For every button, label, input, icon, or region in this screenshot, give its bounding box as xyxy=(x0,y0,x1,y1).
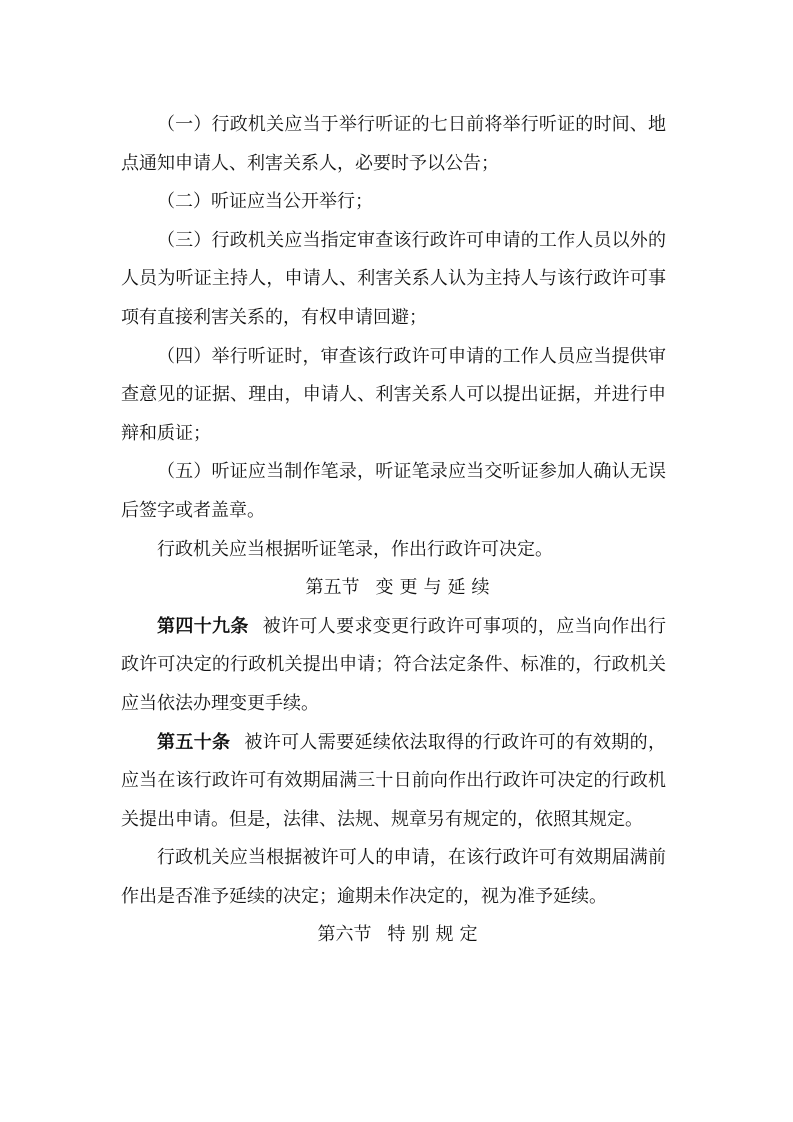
section-heading-6 xyxy=(121,916,666,955)
section-title: 特别规定 xyxy=(387,924,484,946)
hearing-decision-paragraph: 行政机关应当根据听证笔录，作出行政许可决定。 xyxy=(157,538,553,560)
section-title: 变更与延续 xyxy=(375,577,496,599)
article-number: 第五十条 xyxy=(157,731,231,753)
article-text: 被许可人要求变更行政许可事项的，应当向作出行政许可决定的行政机关提出申请；符合法定条件、标准的，行政机关应当依法办理变更手续。 xyxy=(121,615,667,714)
article-49 xyxy=(121,608,666,724)
article-50-paragraph-2: 行政机关应当根据被许可人的申请，在该行政许可有效期届满前作出是否准予延续的决定；逾期未作决定的，视为准予延续。 xyxy=(121,847,666,907)
document-body xyxy=(121,106,666,955)
article-50 xyxy=(121,724,666,840)
clause-4: （四）举行听证时，审查该行政许可申请的工作人员应当提供审查意见的证据、理由，申请人、利害关系人可以提出证据，并进行申辩和质证； xyxy=(121,345,666,444)
clause-5: （五）听证应当制作笔录，听证笔录应当交听证参加人确认无误后签字或者盖章。 xyxy=(121,461,666,521)
clause-1: （一）行政机关应当于举行听证的七日前将举行听证的时间、地点通知申请人、利害关系人，必要时予以公告； xyxy=(121,114,666,174)
clause-2: （二）听证应当公开举行； xyxy=(157,191,373,213)
article-text: 被许可人需要延续依法取得的行政许可的有效期的，应当在该行政许可有效期届满三十日前向作出行政许可决定的行政机关提出申请。但是，法律、法规、规章另有规定的，依照其规定。 xyxy=(121,731,667,830)
clause-3: （三）行政机关应当指定审查该行政许可申请的工作人员以外的人员为听证主持人，申请人、利害关系人认为主持人与该行政许可事项有直接利害关系的，有权申请回避； xyxy=(121,229,666,328)
section-number: 第五节 xyxy=(305,577,360,599)
section-number: 第六节 xyxy=(317,924,372,946)
article-number: 第四十九条 xyxy=(157,615,249,637)
section-heading-5 xyxy=(121,569,666,608)
